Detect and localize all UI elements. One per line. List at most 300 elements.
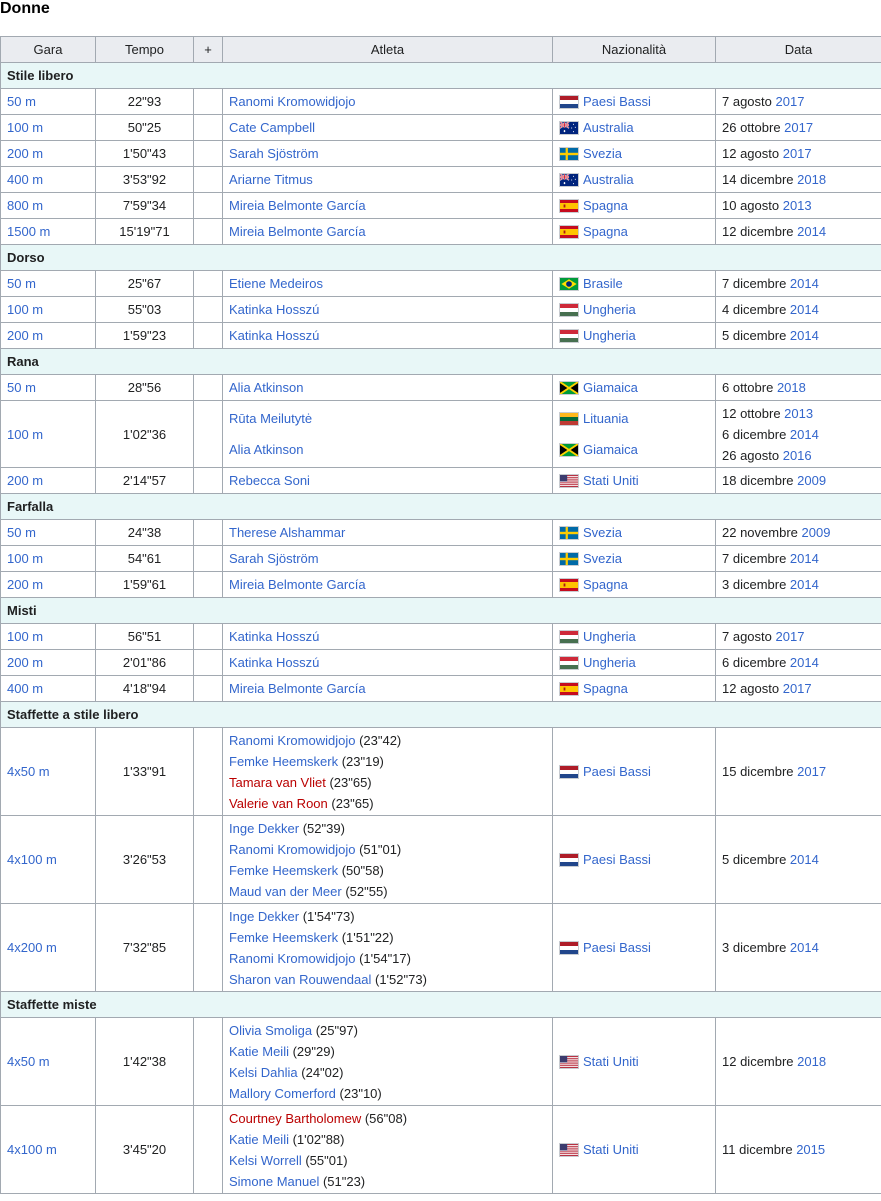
event-link[interactable]: 100 m [7,551,44,566]
plus-cell [194,89,223,115]
table-row [1,1106,881,1194]
year-link[interactable]: 2018 [776,380,806,395]
athlete-link[interactable]: Katinka Hosszú [229,629,320,644]
year-link[interactable]: 2014 [789,551,819,566]
spain-flag-icon [559,682,579,696]
year-link[interactable]: 2017 [775,94,805,109]
athlete-cell [223,323,553,349]
section-row [1,702,881,728]
nation-link[interactable]: Ungheria [583,655,636,670]
time-cell: 4'18"94 [96,676,194,702]
nation-link[interactable]: Paesi Bassi [583,940,651,955]
nation-link[interactable]: Stati Uniti [583,1142,639,1157]
year-link[interactable]: 2014 [789,276,819,291]
athlete-line [229,881,546,902]
year-link[interactable]: 2015 [796,1142,826,1157]
athlete-link[interactable]: Ranomi Kromowidjojo [229,732,356,748]
table-row [1,401,881,468]
athlete-link[interactable]: Kelsi Dahlia [229,1064,298,1080]
year-link[interactable]: 2014 [789,655,819,670]
nation-line [559,195,709,216]
athlete-link[interactable]: Rebecca Soni [229,473,310,488]
athlete-line [229,839,546,860]
athlete-link[interactable]: Katie Meili [229,1131,289,1147]
event-link[interactable]: 4x50 m [7,1054,50,1069]
athlete-line [229,730,546,751]
athlete-line [229,652,546,673]
nationality-cell [553,297,716,323]
nation-link[interactable]: Svezia [583,525,623,540]
athlete-line [229,470,546,491]
table-row [1,1018,881,1106]
athlete-line [229,1129,546,1150]
event-link[interactable]: 50 m [7,276,36,291]
date-day-month: 12 ottobre [722,405,785,421]
section-title: Stile libero [1,63,881,89]
plus-cell [194,728,223,816]
date-line [722,445,875,466]
athlete-link[interactable]: Mireia Belmonte García [229,198,366,213]
nation-line [559,91,709,112]
athlete-link[interactable]: Etiene Medeiros [229,276,323,291]
plus-cell [194,167,223,193]
nation-line [559,408,709,429]
date-cell [716,167,881,193]
event-link[interactable]: 200 m [7,146,44,161]
nation-link[interactable]: Spagna [583,681,628,696]
athlete-line [229,793,546,814]
table-row [1,468,881,494]
header-gara[interactable]: Gara [1,37,96,63]
section-title: Dorso [1,245,881,271]
table-row [1,167,881,193]
nationality-cell [553,141,716,167]
year-link[interactable]: 2017 [775,629,805,644]
athlete-link[interactable]: Rūta Meilutytė [229,411,313,426]
table-row [1,572,881,598]
date-cell [716,1018,881,1106]
nation-link[interactable]: Spagna [583,224,628,239]
date-cell [716,115,881,141]
section-title: Misti [1,598,881,624]
year-link[interactable]: 2014 [789,426,819,442]
section-row [1,992,881,1018]
nation-link[interactable]: Svezia [583,551,623,566]
athlete-link[interactable]: Ranomi Kromowidjojo [229,950,356,966]
date-day-month: 5 dicembre [722,852,790,867]
date-cell [716,650,881,676]
athlete-line [229,325,546,346]
date-cell [716,401,881,468]
nation-link[interactable]: Paesi Bassi [583,94,651,109]
event-link[interactable]: 200 m [7,577,44,592]
athlete-line [229,221,546,242]
athlete-cell [223,520,553,546]
date-line [722,325,875,346]
table-row [1,546,881,572]
nation-link[interactable]: Australia [583,172,634,187]
athlete-link[interactable]: Femke Heemskerk [229,929,339,945]
table-row [1,904,881,992]
athlete-link[interactable]: Ranomi Kromowidjojo [229,841,356,857]
time-cell: 54"61 [96,546,194,572]
nation-line [559,325,709,346]
year-link[interactable]: 2017 [797,764,827,779]
nationality-cell [553,375,716,401]
athlete-link[interactable]: Inge Dekker [229,908,300,924]
athlete-link[interactable]: Therese Alshammar [229,525,346,540]
event-cell [1,141,96,167]
athlete-cell [223,401,553,468]
nationality-cell [553,193,716,219]
header-atleta[interactable]: Atleta [223,37,553,63]
date-line [722,424,875,445]
event-cell [1,546,96,572]
jamaica-flag-icon [559,443,579,457]
athlete-link[interactable]: Katinka Hosszú [229,328,320,343]
time-cell: 1'59"61 [96,572,194,598]
event-cell [1,520,96,546]
time-cell: 1'59"23 [96,323,194,349]
nation-line [559,299,709,320]
section-title: Staffette miste [1,992,881,1018]
date-cell [716,676,881,702]
plus-cell [194,1018,223,1106]
nation-line [559,143,709,164]
date-day-month: 4 dicembre [722,302,790,317]
athlete-link[interactable]: Ranomi Kromowidjojo [229,94,356,109]
split-time: (55"01) [301,1152,348,1168]
nation-line [559,574,709,595]
section-row [1,349,881,375]
date-cell [716,728,881,816]
athlete-cell [223,572,553,598]
date-day-month: 6 dicembre [722,655,790,670]
event-link[interactable]: 4x100 m [7,852,57,867]
event-link[interactable]: 4x100 m [7,1142,57,1157]
event-link[interactable]: 50 m [7,525,36,540]
date-line [722,470,875,491]
table-row [1,141,881,167]
nation-line [559,678,709,699]
event-cell [1,468,96,494]
table-row [1,816,881,904]
header-tempo[interactable]: Tempo [96,37,194,63]
year-link[interactable]: 2014 [797,224,827,239]
time-cell: 2'01"86 [96,650,194,676]
nation-link[interactable]: Brasile [583,276,623,291]
date-day-month: 7 dicembre [722,551,790,566]
athlete-cell [223,271,553,297]
nation-link[interactable]: Australia [583,120,634,135]
athlete-cell [223,676,553,702]
plus-cell [194,572,223,598]
header-plus[interactable]: + [194,37,223,63]
nation-line [559,117,709,138]
nation-line [559,849,709,870]
event-cell [1,193,96,219]
athlete-link[interactable]: Valerie van Roon [229,795,328,811]
split-time: (24"02) [297,1064,344,1080]
nation-link[interactable]: Stati Uniti [583,1054,639,1069]
athlete-link[interactable]: Tamara van Vliet [229,774,326,790]
date-day-month: 18 dicembre [722,473,798,488]
nation-link[interactable]: Giamaica [583,442,638,457]
athlete-link[interactable]: Simone Manuel [229,1173,320,1189]
athlete-line [229,1108,546,1129]
athlete-link[interactable]: Cate Campbell [229,120,315,135]
date-cell [716,141,881,167]
netherlands-flag-icon [559,765,579,779]
athlete-line [229,1171,546,1192]
sweden-flag-icon [559,526,579,540]
athlete-link[interactable]: Alia Atkinson [229,442,304,457]
time-cell: 1'50"43 [96,141,194,167]
date-line [722,195,875,216]
time-cell: 22"93 [96,89,194,115]
date-cell [716,572,881,598]
date-cell [716,904,881,992]
section-row [1,598,881,624]
table-row [1,323,881,349]
event-link[interactable]: 200 m [7,328,44,343]
section-title: Farfalla [1,494,881,520]
time-cell: 2'14"57 [96,468,194,494]
athlete-line [229,860,546,881]
year-link[interactable]: 2014 [789,302,819,317]
nation-line [559,273,709,294]
athlete-link[interactable]: Sharon van Rouwendaal [229,971,372,987]
nation-link[interactable]: Paesi Bassi [583,852,651,867]
year-link[interactable]: 2014 [789,577,819,592]
australia-flag-icon [559,121,579,135]
date-cell [716,468,881,494]
event-link[interactable]: 100 m [7,629,44,644]
year-link[interactable]: 2009 [801,525,831,540]
athlete-link[interactable]: Mireia Belmonte García [229,224,366,239]
date-cell [716,375,881,401]
nation-line [559,169,709,190]
date-cell [716,271,881,297]
nation-link[interactable]: Giamaica [583,380,638,395]
athlete-link[interactable]: Alia Atkinson [229,380,304,395]
header-nazionalita[interactable]: Nazionalità [553,37,716,63]
event-cell [1,271,96,297]
date-day-month: 26 agosto [722,447,783,463]
date-day-month: 6 dicembre [722,426,790,442]
nation-line [559,626,709,647]
brazil-flag-icon [559,277,579,291]
year-link[interactable]: 2013 [782,198,812,213]
event-link[interactable]: 800 m [7,198,44,213]
nationality-cell [553,676,716,702]
nation-link[interactable]: Ungheria [583,302,636,317]
plus-cell [194,904,223,992]
athlete-link[interactable]: Kelsi Worrell [229,1152,302,1168]
athlete-line [229,626,546,647]
event-cell [1,676,96,702]
date-line [722,169,875,190]
date-day-month: 11 dicembre [722,1142,797,1157]
date-cell [716,520,881,546]
split-time: (23"10) [335,1085,382,1101]
athlete-line [229,948,546,969]
nationality-cell [553,468,716,494]
year-link[interactable]: 2018 [797,1054,827,1069]
date-cell [716,193,881,219]
year-link[interactable]: 2014 [789,940,819,955]
nationality-cell [553,115,716,141]
year-link[interactable]: 2014 [789,328,819,343]
table-row [1,193,881,219]
athlete-link[interactable]: Katinka Hosszú [229,302,320,317]
event-link[interactable]: 200 m [7,655,44,670]
athlete-line [229,751,546,772]
split-time: (56"08) [361,1110,408,1126]
nation-link[interactable]: Ungheria [583,328,636,343]
event-link[interactable]: 100 m [7,302,44,317]
nation-link[interactable]: Svezia [583,146,623,161]
date-day-month: 12 agosto [722,681,783,696]
nationality-cell [553,401,716,468]
split-time: (1'54"73) [299,908,355,924]
date-line [722,522,875,543]
split-time: (52"39) [299,820,345,836]
date-line [722,299,875,320]
header-data[interactable]: Data [716,37,881,63]
sweden-flag-icon [559,147,579,161]
date-day-month: 7 agosto [722,94,776,109]
athlete-link[interactable]: Katinka Hosszú [229,655,320,670]
athlete-link[interactable]: Ariarne Titmus [229,172,313,187]
nation-link[interactable]: Spagna [583,577,628,592]
plus-cell [194,323,223,349]
nationality-cell [553,323,716,349]
nation-link[interactable]: Spagna [583,198,628,213]
section-row [1,63,881,89]
event-cell [1,1018,96,1106]
year-link[interactable]: 2017 [782,146,812,161]
athlete-line [229,906,546,927]
event-link[interactable]: 100 m [7,426,44,442]
split-time: (23"65) [327,795,374,811]
athlete-link[interactable]: Femke Heemskerk [229,753,339,769]
nationality-cell [553,624,716,650]
split-time: (29"29) [288,1043,335,1059]
nation-link[interactable]: Paesi Bassi [583,764,651,779]
plus-cell [194,1106,223,1194]
athlete-link[interactable]: Maud van der Meer [229,883,342,899]
date-line [722,548,875,569]
plus-cell [194,546,223,572]
athlete-line [229,1020,546,1041]
split-time: (1'02"88) [288,1131,345,1147]
nationality-cell [553,1106,716,1194]
date-day-month: 3 dicembre [722,577,790,592]
athlete-link[interactable]: Sarah Sjöström [229,146,319,161]
event-link[interactable]: 50 m [7,94,36,109]
time-cell: 15'19"71 [96,219,194,245]
event-link[interactable]: 4x200 m [7,940,57,955]
athlete-cell [223,375,553,401]
athlete-link[interactable]: Olivia Smoliga [229,1022,313,1038]
nation-link[interactable]: Lituania [583,411,629,426]
year-link[interactable]: 2014 [789,852,819,867]
plus-cell [194,375,223,401]
athlete-link[interactable]: Inge Dekker [229,820,300,836]
plus-cell [194,676,223,702]
nation-link[interactable]: Ungheria [583,629,636,644]
plus-cell [194,115,223,141]
date-line [722,1051,875,1072]
year-link[interactable]: 2018 [797,172,827,187]
plus-cell [194,193,223,219]
year-link[interactable]: 2009 [797,473,827,488]
athlete-line [229,439,546,460]
event-cell [1,297,96,323]
year-link[interactable]: 2017 [784,120,814,135]
athlete-link[interactable]: Mallory Comerford [229,1085,336,1101]
plus-cell [194,297,223,323]
athlete-line [229,1062,546,1083]
year-link[interactable]: 2013 [784,405,814,421]
athlete-line [229,169,546,190]
section-row [1,245,881,271]
athlete-link[interactable]: Courtney Bartholomew [229,1110,362,1126]
date-line [722,574,875,595]
nation-link[interactable]: Stati Uniti [583,473,639,488]
table-row [1,650,881,676]
athlete-link[interactable]: Mireia Belmonte García [229,681,366,696]
nationality-cell [553,572,716,598]
year-link[interactable]: 2017 [782,681,812,696]
date-line [722,626,875,647]
date-cell [716,323,881,349]
usa-flag-icon [559,474,579,488]
event-link[interactable]: 4x50 m [7,764,50,779]
hungary-flag-icon [559,329,579,343]
time-cell: 1'42"38 [96,1018,194,1106]
athlete-line [229,408,546,429]
date-line [722,273,875,294]
time-cell: 3'53"92 [96,167,194,193]
spain-flag-icon [559,225,579,239]
date-day-month: 5 dicembre [722,328,790,343]
date-day-month: 26 ottobre [722,120,785,135]
nationality-cell [553,167,716,193]
date-line [722,652,875,673]
event-link[interactable]: 400 m [7,172,44,187]
plus-cell [194,650,223,676]
australia-flag-icon [559,173,579,187]
athlete-cell [223,1106,553,1194]
athlete-link[interactable]: Femke Heemskerk [229,862,339,878]
time-cell: 1'33"91 [96,728,194,816]
athlete-link[interactable]: Sarah Sjöström [229,551,319,566]
athlete-link[interactable]: Katie Meili [229,1043,289,1059]
event-link[interactable]: 200 m [7,473,44,488]
event-cell [1,1106,96,1194]
date-line [722,117,875,138]
event-link[interactable]: 50 m [7,380,36,395]
athlete-link[interactable]: Mireia Belmonte García [229,577,366,592]
table-row [1,520,881,546]
event-link[interactable]: 100 m [7,120,44,135]
date-day-month: 12 agosto [722,146,783,161]
year-link[interactable]: 2016 [782,447,812,463]
event-link[interactable]: 400 m [7,681,44,696]
event-link[interactable]: 1500 m [7,224,51,239]
